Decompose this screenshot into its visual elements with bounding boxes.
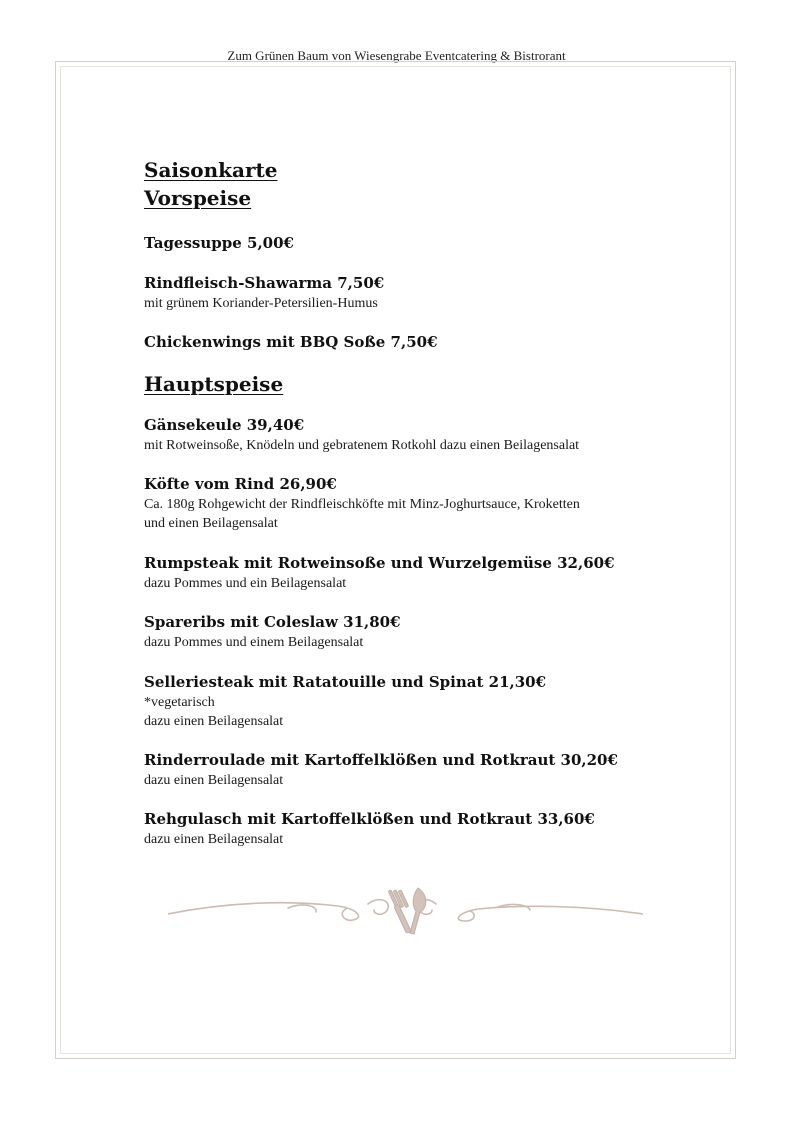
menu-item-description: mit grünem Koriander-Petersilien-Humus xyxy=(144,296,378,311)
menu-item-title: Gänsekeule 39,40€ xyxy=(144,416,305,434)
menu-item-description: mit Rotweinsoße, Knödeln und gebratenem Rotkohl dazu einen Beilagensalat xyxy=(144,438,580,453)
menu-item-note: *vegetarisch xyxy=(144,695,215,710)
page-header: Zum Grünen Baum von Wiesengrabe Eventcatering & Bistrorant xyxy=(227,48,566,63)
menu-item-title: Chickenwings mit BBQ Soße 7,50€ xyxy=(144,333,438,351)
menu-item-title: Köfte vom Rind 26,90€ xyxy=(144,475,337,493)
section-heading-hauptspeise: Hauptspeise xyxy=(144,372,284,396)
menu-item-title: Tagessuppe 5,00€ xyxy=(144,234,294,252)
menu-item-description: Ca. 180g Rohgewicht der Rindfleischköfte mit Minz-Joghurtsauce, Kroketten xyxy=(144,497,580,512)
menu-title: Saisonkarte xyxy=(144,158,278,182)
menu-item-description: dazu einen Beilagensalat xyxy=(144,773,284,788)
menu-item-title: Rindfleisch-Shawarma 7,50€ xyxy=(144,274,385,292)
menu-item-description: dazu Pommes und ein Beilagensalat xyxy=(144,576,347,591)
menu-item-description: dazu Pommes und einem Beilagensalat xyxy=(144,635,364,650)
menu-item-description: dazu einen Beilagensalat xyxy=(144,714,284,729)
fork-knife-flourish-icon xyxy=(168,882,643,940)
menu-item-title: Rehgulasch mit Kartoffelklößen und Rotkraut 33,60€ xyxy=(144,810,595,828)
menu-item-title: Rumpsteak mit Rotweinsoße und Wurzelgemüse 32,60€ xyxy=(144,554,615,572)
menu-item-title: Rinderroulade mit Kartoffelklößen und Rotkraut 30,20€ xyxy=(144,751,618,769)
menu-item-description: dazu einen Beilagensalat xyxy=(144,832,284,847)
menu-item-title: Spareribs mit Coleslaw 31,80€ xyxy=(144,613,401,631)
menu-item-title: Selleriesteak mit Ratatouille und Spinat 21,30€ xyxy=(144,673,547,691)
section-heading-vorspeise: Vorspeise xyxy=(144,186,252,210)
menu-item-description: und einen Beilagensalat xyxy=(144,516,278,531)
